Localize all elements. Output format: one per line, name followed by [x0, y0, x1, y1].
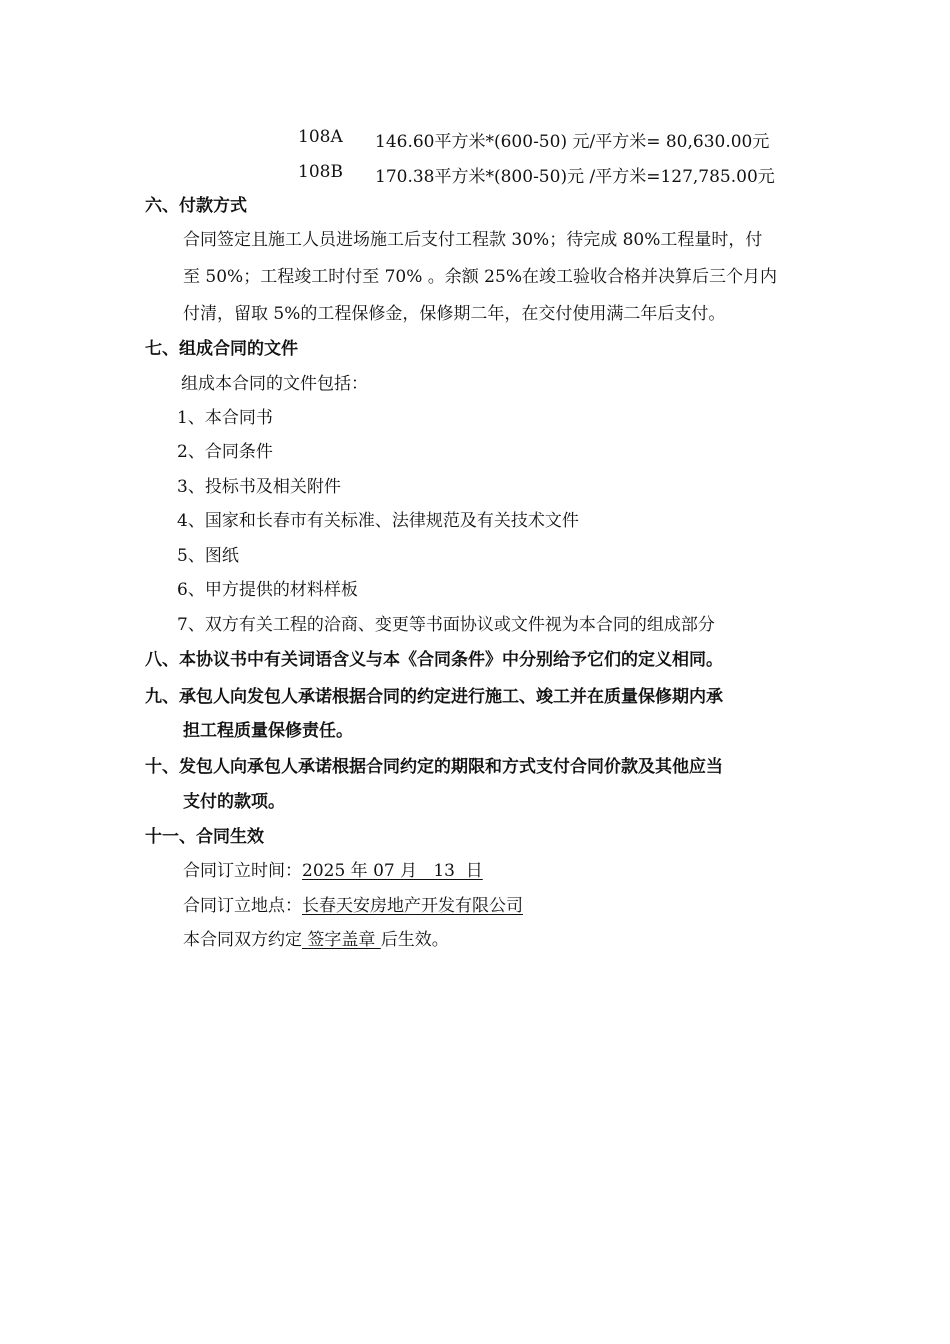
- contract-date-value: 2025 年 07 月 13 日: [302, 861, 483, 881]
- contract-place-value: 长春天安房地产开发有限公司: [302, 896, 523, 916]
- section-9-line-1: 九、承包人向发包人承诺根据合同的约定进行施工、竣工并在质量保修期内承: [145, 687, 723, 707]
- contract-effect-line: [183, 932, 449, 949]
- document-item: 1、本合同书: [177, 408, 273, 428]
- effect-suffix: 后生效。: [380, 930, 449, 950]
- payment-line-3: 付清，留取 5%的工程保修金，保修期二年，在交付使用满二年后支付。: [183, 304, 726, 324]
- document-item: 2、合同条件: [177, 442, 273, 462]
- calc-code: 108A: [298, 127, 343, 147]
- section-6-heading: 六、付款方式: [145, 196, 247, 216]
- document-item: 6、甲方提供的材料样板: [177, 580, 358, 600]
- section-11-heading: 十一、合同生效: [145, 827, 264, 847]
- document-item: 5、图纸: [177, 546, 239, 566]
- calc-expression: 170.38平方米*(800-50)元 /平方米=127,785.00元: [375, 167, 775, 187]
- contract-date-line: [183, 863, 483, 880]
- section-7-heading: 七、组成合同的文件: [145, 339, 298, 359]
- contract-place-line: [183, 898, 523, 915]
- effect-prefix: 本合同双方约定: [183, 930, 302, 950]
- contract-date-label: 合同订立时间：: [183, 861, 302, 881]
- section-9-line-2: 担工程质量保修责任。: [183, 721, 353, 741]
- document-item: 3、投标书及相关附件: [177, 477, 341, 497]
- calc-expression: 146.60平方米*(600-50) 元/平方米= 80,630.00元: [375, 132, 770, 152]
- section-8-line: 八、本协议书中有关词语含义与本《合同条件》中分别给予它们的定义相同。: [145, 650, 723, 670]
- section-10-line-1: 十、发包人向承包人承诺根据合同约定的期限和方式支付合同价款及其他应当: [145, 757, 723, 777]
- section-10-line-2: 支付的款项。: [183, 792, 285, 812]
- payment-line-2: 至 50%；工程竣工时付至 70% 。余额 25%在竣工验收合格并决算后三个月内: [183, 267, 777, 287]
- documents-intro: 组成本合同的文件包括：: [181, 374, 368, 394]
- effect-value: 签字盖章: [302, 930, 381, 950]
- document-item: 4、国家和长春市有关标准、法律规范及有关技术文件: [177, 511, 579, 531]
- payment-line-1: 合同签定且施工人员进场施工后支付工程款 30%；待完成 80%工程量时，付: [183, 230, 763, 250]
- calc-code: 108B: [298, 162, 343, 182]
- document-item: 7、双方有关工程的洽商、变更等书面协议或文件视为本合同的组成部分: [177, 615, 715, 635]
- contract-place-label: 合同订立地点：: [183, 896, 302, 916]
